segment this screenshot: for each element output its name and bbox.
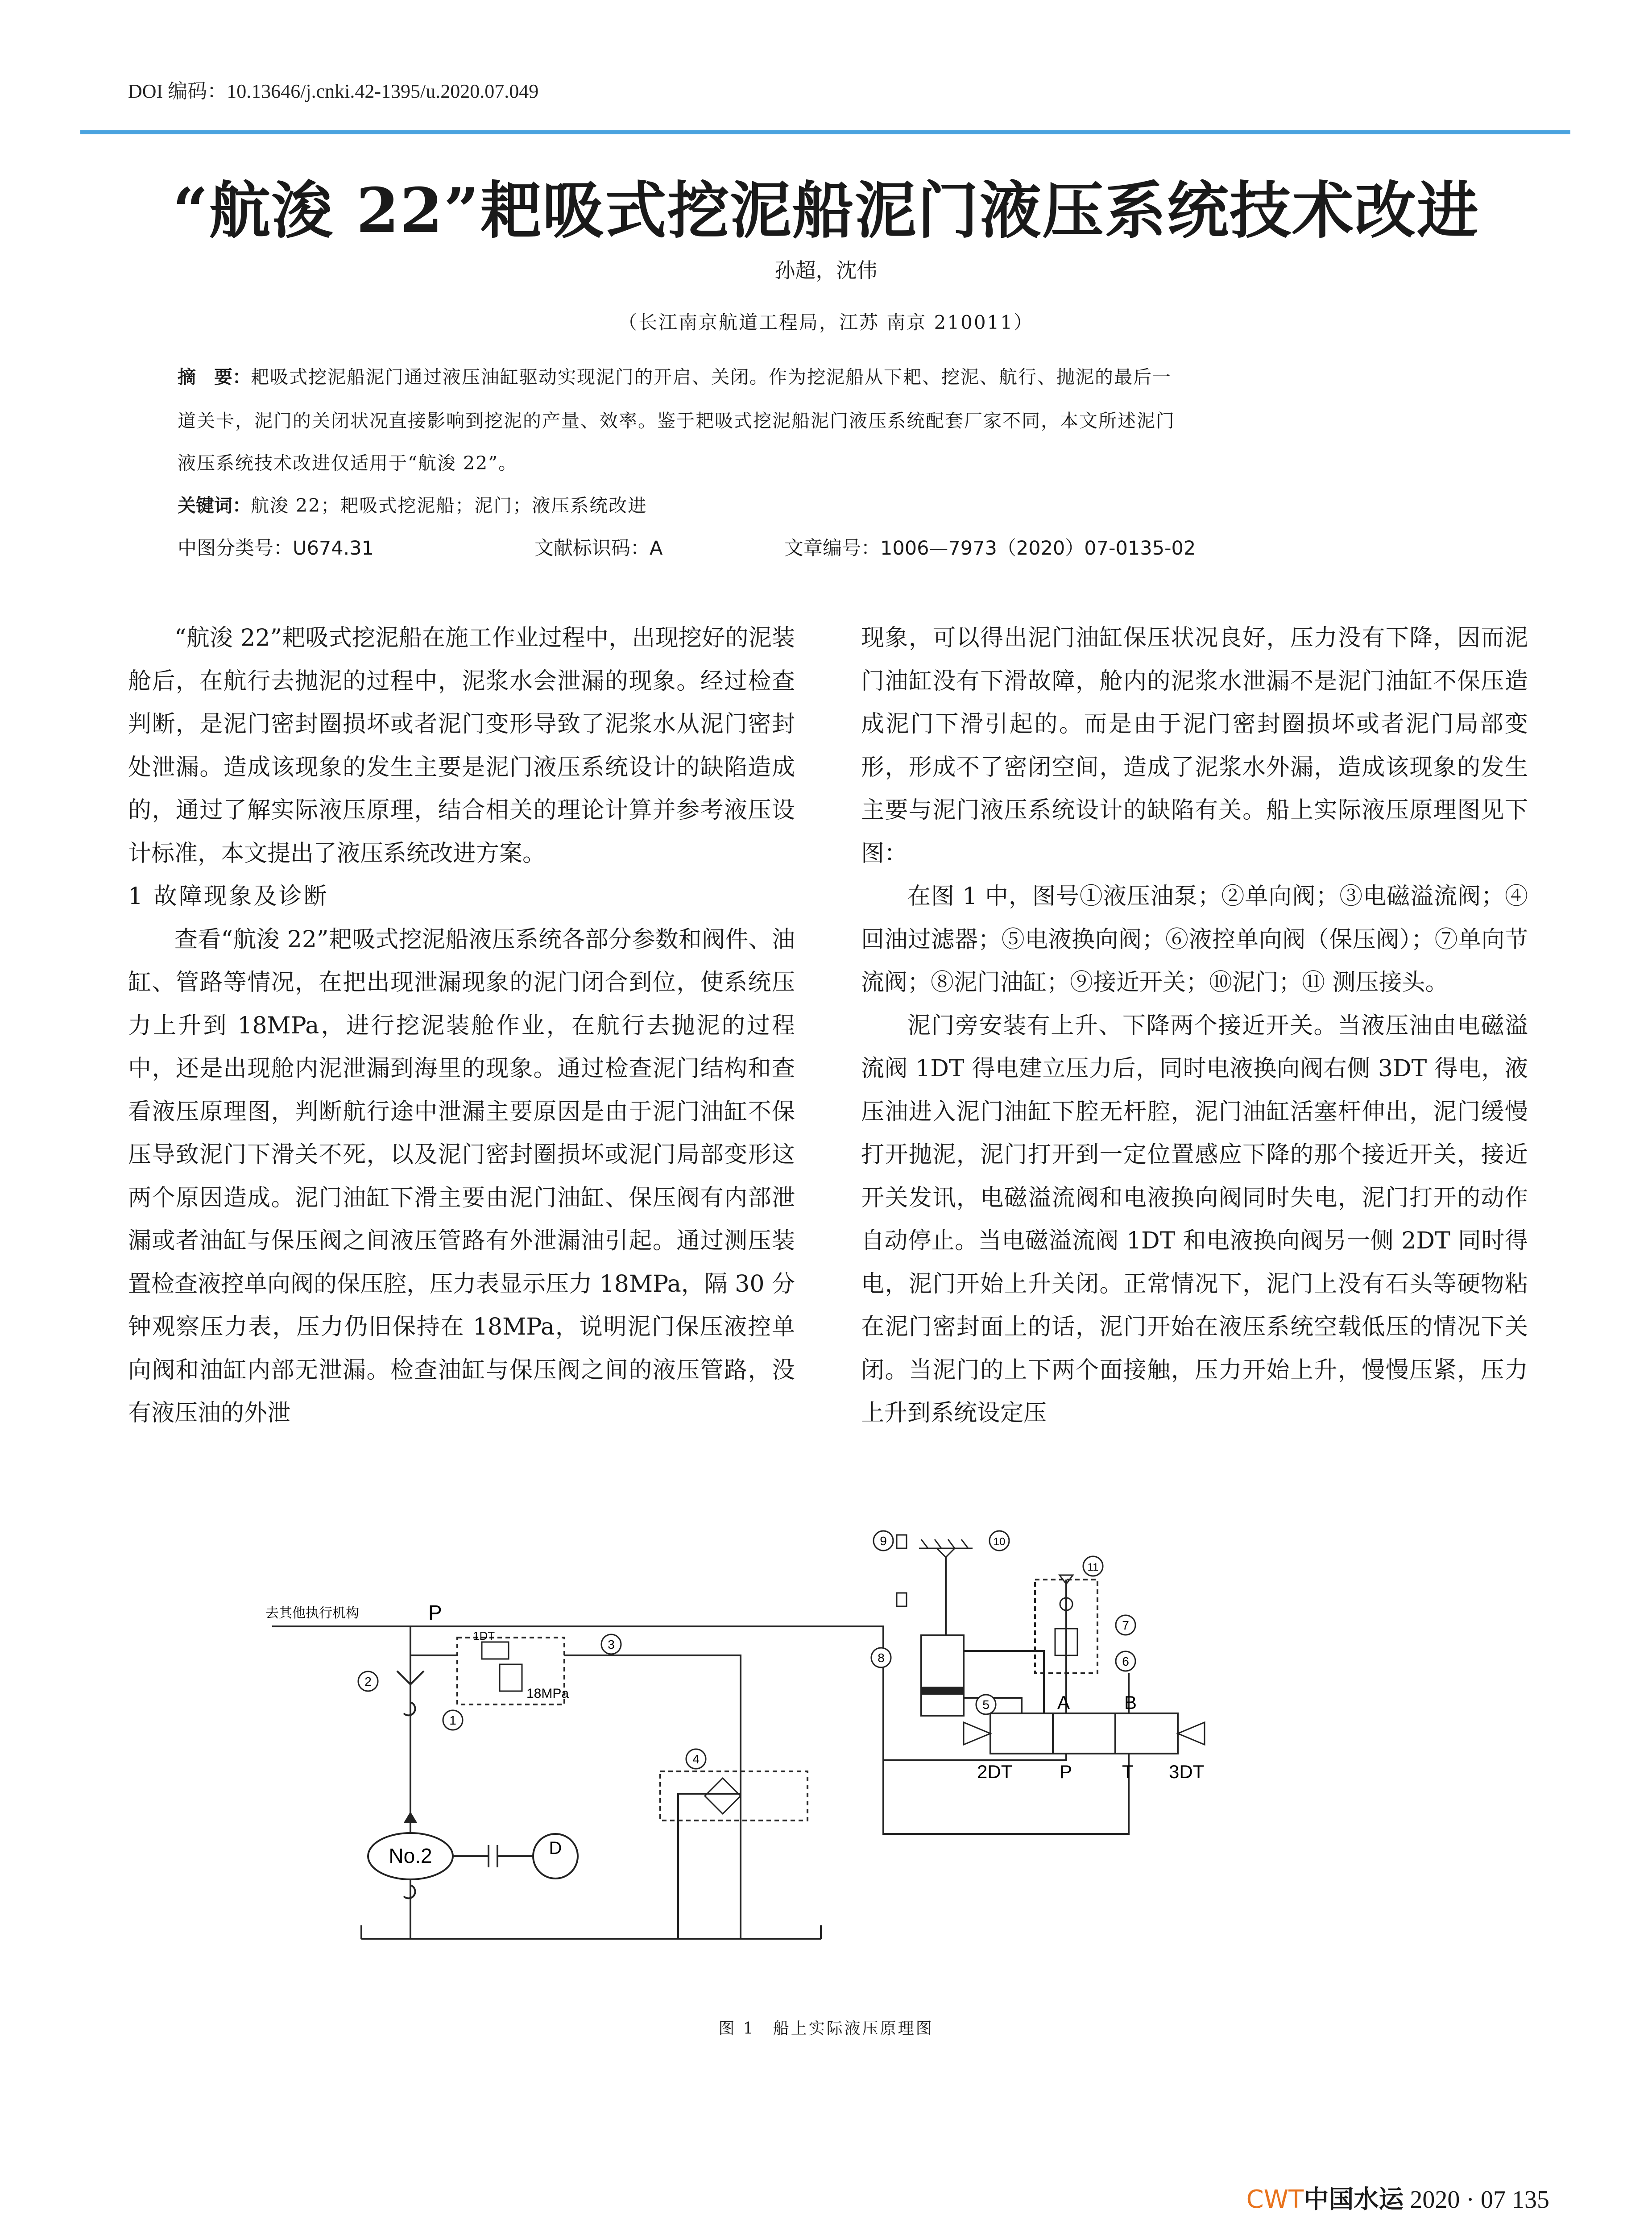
issue-number: 2020 · 07 <box>1410 2186 1506 2214</box>
page-footer <box>1246 2180 1549 2215</box>
abstract-line-1: 摘 要：耙吸式挖泥船泥门通过液压油缸驱动实现泥门的开启、关闭。作为挖泥船从下耙、挖泥、航行、抛泥的最后一 <box>178 366 1172 388</box>
document-code: 文献标识码：A <box>534 537 663 560</box>
label-6: 6 <box>1122 1655 1129 1668</box>
proximity-switch-9 <box>897 1535 907 1548</box>
article-number: 文章编号：1006—7973（2020）07-0135-02 <box>784 537 1196 560</box>
label-1: 1 <box>449 1713 456 1727</box>
relief-line <box>410 1655 741 1939</box>
affiliation: （长江南京航道工程局，江苏 南京 210011） <box>618 311 1034 333</box>
keywords-text: 航浚 22；耙吸式挖泥船；泥门；液压系统改进 <box>251 495 647 516</box>
pump-arrow-icon <box>404 1812 417 1823</box>
paper-title: “航浚 22”耙吸式挖泥船泥门液压系统技术改进 <box>173 174 1479 247</box>
doi-line: DOI 编码：10.13646/j.cnki.42-1395/u.2020.07.049 <box>128 80 539 102</box>
return-filter-4 <box>660 1771 807 1820</box>
mud-door-10 <box>919 1539 973 1548</box>
figure-caption: 图 1 船上实际液压原理图 <box>718 2020 934 2038</box>
page-number: 135 <box>1512 2186 1549 2214</box>
label-7: 7 <box>1122 1618 1129 1632</box>
solenoid-3dt: 3DT <box>1169 1761 1205 1782</box>
label-8: 8 <box>878 1651 885 1665</box>
label-11: 11 <box>1087 1561 1099 1573</box>
hydraulic-schematic <box>232 1522 1387 1995</box>
keywords-label: 关键词： <box>178 495 251 516</box>
abstract-line-2: 道关卡，泥门的关闭状况直接影响到挖泥的产量、效率。鉴于耙吸式挖泥船泥门液压系统配套厂家不同，本文所述泥门 <box>178 410 1175 431</box>
journal-name: 中国水运 <box>1304 2185 1404 2214</box>
paragraph: 查看“航浚 22”耙吸式挖泥船液压系统各部分参数和阀件、油缸、管路等情况，在把出现泄漏现象的泥门闭合到位，使系统压力上升到 18MPa，进行挖泥装舱作业，在航行去抛泥的过程中，还是出现舱内泥泄漏到海里的现象。通过检查泥门结构和查看液压原理图，判断航行途中泄漏主要原因是由于泥门油缸不保压导致泥门下滑关不死，以及泥门密封圈损坏或泥门局部变形这两个原因造成。泥门油缸下滑主要由泥门油缸、保压阀有内部泄漏或者油缸与保压阀之间液压管路有外泄漏油引起。通过测压装置检查液控单向阀的保压腔，压力表显示压力 18MPa，隔 30 分钟观察压力表，压力仍旧保持在 18MPa，说明泥门保压液控单向阀和油缸内部无泄漏。检查油缸与保压阀之间的液压管路，没有液压油的外泄 <box>128 926 795 1427</box>
header-rule <box>80 130 1570 134</box>
left-column <box>128 617 795 1435</box>
coupling <box>453 1845 533 1867</box>
return-line <box>678 1794 741 1939</box>
filter-symbol <box>705 1778 741 1814</box>
label-3: 3 <box>608 1638 615 1651</box>
pump-label: No.2 <box>389 1844 432 1867</box>
cylinder-piston <box>921 1687 964 1695</box>
paragraph: 现象，可以得出泥门油缸保压状况良好，压力没有下降，因而泥门油缸没有下滑故障，舱内的泥浆水泄漏不是泥门油缸不保压造成泥门下滑引起的。而是由于泥门密封圈损坏或者泥门局部变形，形成不了密闭空间，造成了泥浆水外漏，造成该现象的发生主要与泥门液压系统设计的缺陷有关。船上实际液压原理图见下图： <box>861 625 1528 867</box>
door-hinge-icon <box>937 1548 955 1557</box>
to-other-actuators: 去其他执行机构 <box>265 1605 359 1621</box>
abstract-label: 摘 要： <box>178 366 251 388</box>
authors: 孙超，沈伟 <box>774 258 878 282</box>
label-5: 5 <box>982 1698 990 1712</box>
relief-tag: 1DT <box>473 1629 495 1642</box>
tank-walls <box>361 1925 821 1939</box>
label-10: 10 <box>993 1536 1006 1548</box>
clc-number: 中图分类号：U674.31 <box>178 537 374 560</box>
right-column <box>861 617 1528 1435</box>
directional-valve-5 <box>990 1713 1178 1754</box>
cwt-logo: CWT <box>1246 2185 1304 2214</box>
port-p-main: P <box>428 1601 442 1624</box>
label-2: 2 <box>364 1675 372 1688</box>
solenoid-2dt: 2DT <box>977 1761 1013 1782</box>
mud-door-cylinder-8 <box>921 1635 964 1716</box>
motor-label: D <box>549 1838 562 1858</box>
label-4: 4 <box>692 1752 700 1766</box>
keywords-line <box>178 491 647 517</box>
abstract-line-3: 液压系统技术改进仅适用于“航浚 22”。 <box>178 452 518 474</box>
solenoid-box <box>482 1642 509 1659</box>
relief-pressure: 18MPa <box>526 1686 569 1701</box>
port-b: B <box>1124 1692 1137 1713</box>
relief-element <box>500 1664 522 1691</box>
section-heading: 1 故障现象及诊断 <box>128 883 329 910</box>
port-a: A <box>1057 1692 1070 1713</box>
paragraph: 泥门旁安装有上升、下降两个接近开关。当液压油由电磁溢流阀 1DT 得电建立压力后，同时电液换向阀右侧 3DT 得电，液压油进入泥门油缸下腔无杆腔，泥门油缸活塞杆伸出，泥门缓慢打开抛泥，泥门打开到一定位置感应下降的那个接近开关，接近开关发讯，电磁溢流阀和电液换向阀同时失电，泥门打开的动作自动停止。当电磁溢流阀 1DT 和电液换向阀另一侧 2DT 同时得电，泥门开始上升关闭。正常情况下，泥门上没有石头等硬物粘在泥门密封面上的话，泥门开始在液压系统空载低压的情况下关闭。当泥门的上下两个面接触，压力开始上升，慢慢压紧，压力上升到系统设定压 <box>861 1012 1528 1427</box>
port-p: P <box>1060 1761 1072 1782</box>
paragraph: 在图 1 中，图号①液压油泵；②单向阀；③电磁溢流阀；④回油过滤器；⑤电液换向阀；⑥液控单向阀（保压阀）；⑦单向节流阀；⑧泥门油缸；⑨接近开关；⑩泥门；⑪ 测压接头。 <box>861 883 1528 996</box>
paragraph: “航浚 22”耙吸式挖泥船在施工作业过程中，出现挖好的泥装舱后，在航行去抛泥的过程中，泥浆水会泄漏的现象。经过检查判断，是泥门密封圈损坏或者泥门变形导致了泥浆水从泥门密封处泄漏。造成该现象的发生主要是泥门液压系统设计的缺陷造成的，通过了解实际液压原理，结合相关的理论计算并参考液压设计标准，本文提出了液压系统改进方案。 <box>128 625 795 867</box>
proximity-switch-9b <box>897 1593 907 1606</box>
port-t: T <box>1122 1761 1134 1782</box>
label-9: 9 <box>880 1534 887 1548</box>
